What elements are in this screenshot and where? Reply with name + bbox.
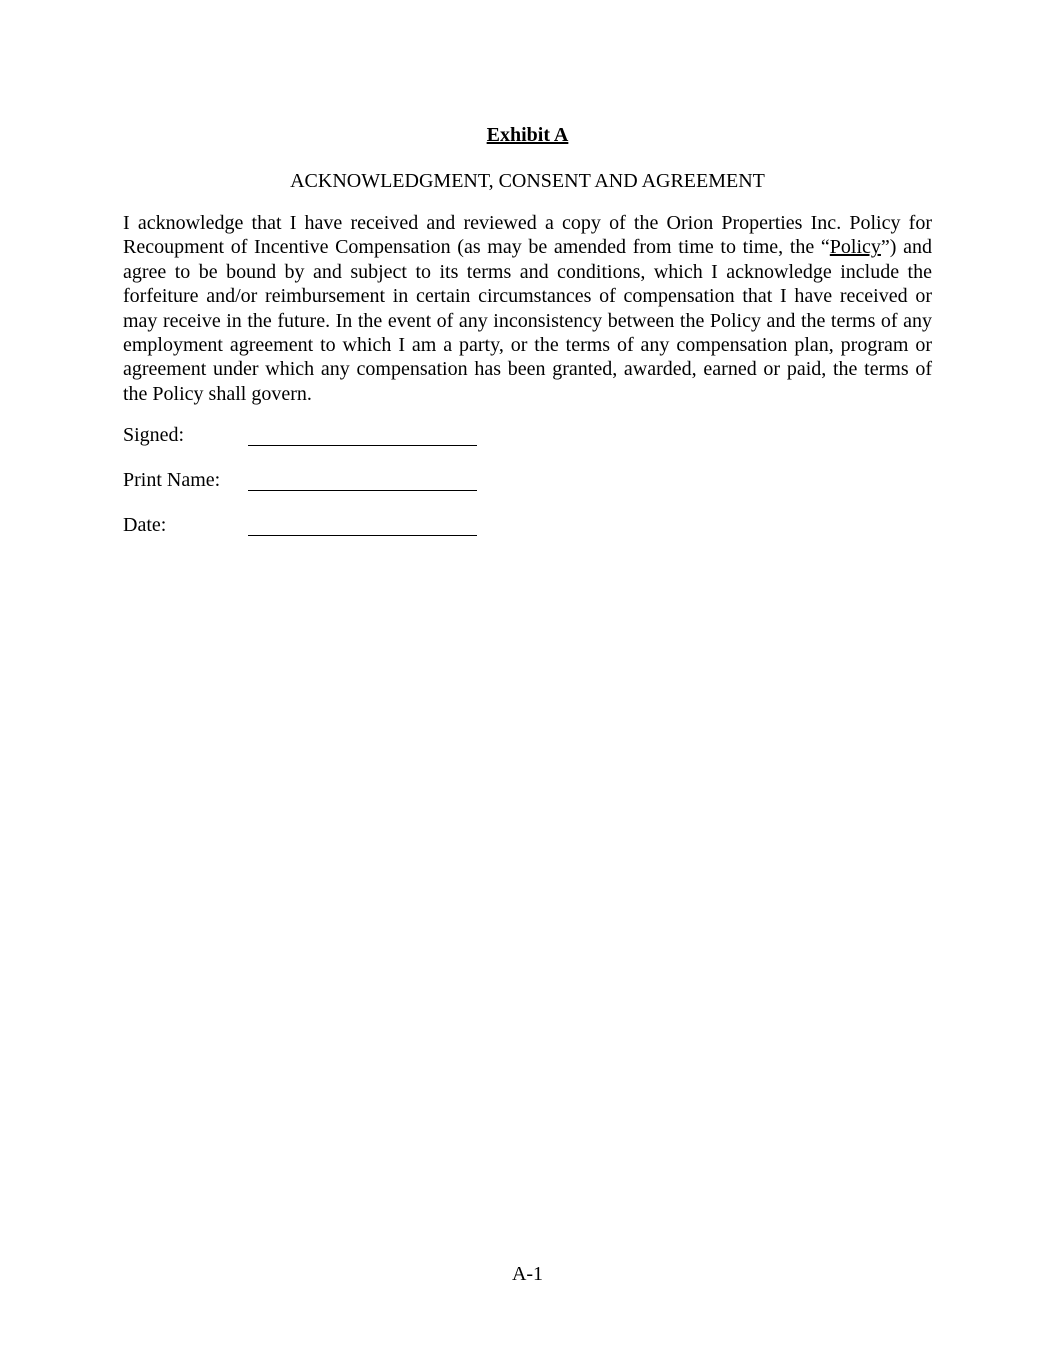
paragraph-text-before: I acknowledge that I have received and reviewed a copy of the Orion Properties Inc. Policy for Recoupment of Incentive Compensation (as may be amended from time to time, the “	[123, 212, 932, 259]
date-blank-line	[248, 513, 477, 536]
date-label: Date:	[123, 514, 167, 537]
print-name-blank-line	[248, 468, 477, 491]
signed-blank-line	[248, 423, 477, 446]
document-heading: ACKNOWLEDGMENT, CONSENT AND AGREEMENT	[290, 170, 765, 192]
signature-row-date	[123, 513, 932, 537]
exhibit-title	[123, 122, 932, 148]
signed-label: Signed:	[123, 424, 185, 447]
page-number: A-1	[511, 1263, 544, 1285]
body-paragraph	[123, 211, 932, 406]
exhibit-title-text: Exhibit A	[486, 124, 569, 146]
print-name-label: Print Name:	[123, 469, 221, 492]
signature-row-print-name	[123, 468, 932, 492]
policy-term: Policy	[829, 236, 881, 259]
signature-row-signed	[123, 423, 932, 447]
signature-block	[123, 423, 932, 537]
paragraph-text-after: ”) and agree to be bound by and subject to its terms and conditions, which I acknowledge include the forfeiture and/or reimbursement in certain circumstances of compensation that I have received or may receive in the future. In the event of any inconsistency between the Policy and the terms of any employment agreement to which I am a party, or the terms of any compensation plan, program or agreement under which any compensation has been granted, awarded, earned or paid, the terms of the Policy shall govern.	[123, 236, 932, 405]
